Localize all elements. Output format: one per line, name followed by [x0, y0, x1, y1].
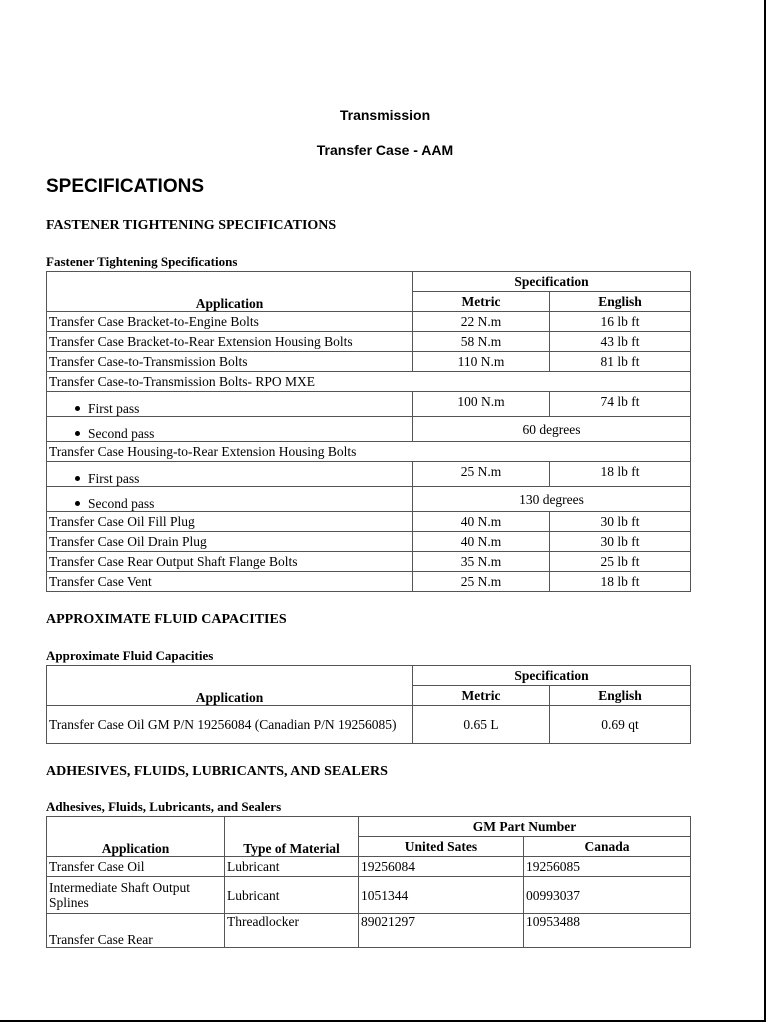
fastener-app-cell [47, 392, 413, 417]
fastener-app-cell: Transfer Case Vent [47, 572, 413, 592]
adhesives-table-caption: Adhesives, Fluids, Lubricants, and Sealers [46, 799, 282, 814]
table-row [47, 332, 691, 352]
fluid-col-metric: Metric [413, 686, 550, 706]
fastener-table [46, 271, 691, 592]
fastener-col-application: Application [47, 272, 413, 312]
adhesive-app-cell: Transfer Case Oil [47, 857, 225, 877]
adhesive-type-cell: Threadlocker [225, 914, 359, 948]
table-row [47, 392, 691, 417]
fastener-table-body [47, 312, 691, 592]
fastener-english-cell: 18 lb ft [550, 462, 691, 487]
fastener-app-cell: Transfer Case Bracket-to-Rear Extension Housing Bolts [47, 332, 413, 352]
fastener-table-caption: Fastener Tightening Specifications [46, 254, 238, 269]
fastener-app-cell: Transfer Case Rear Output Shaft Flange Bolts [47, 552, 413, 572]
fastener-app-label: First pass [88, 471, 140, 486]
fastener-metric-cell: 40 N.m [413, 532, 550, 552]
table-row [47, 572, 691, 592]
fastener-metric-cell: 35 N.m [413, 552, 550, 572]
document-title: Transmission [339, 107, 431, 123]
adhesive-canada-cell: 19256085 [524, 857, 691, 877]
table-row [47, 487, 691, 512]
fastener-section-heading: FASTENER TIGHTENING SPECIFICATIONS [46, 218, 337, 233]
bullet-icon [75, 501, 80, 506]
adhesive-app-cell: Transfer Case Rear [47, 914, 225, 948]
fluid-col-specification: Specification [413, 666, 691, 686]
adhesive-us-cell: 1051344 [359, 877, 524, 914]
fluid-section-heading: APPROXIMATE FLUID CAPACITIES [46, 612, 287, 627]
adhesive-us-cell: 19256084 [359, 857, 524, 877]
fluid-table [46, 665, 691, 744]
fastener-english-cell: 18 lb ft [550, 572, 691, 592]
table-row [47, 877, 691, 914]
fluid-col-application: Application [47, 666, 413, 706]
fastener-english-cell: 25 lb ft [550, 552, 691, 572]
table-row [47, 914, 691, 948]
document-subtitle: Transfer Case - AAM [316, 142, 454, 158]
fluid-english-cell: 0.69 qt [550, 706, 691, 744]
fastener-app-cell [47, 462, 413, 487]
fastener-metric-cell: 25 N.m [413, 462, 550, 487]
table-row [47, 442, 691, 462]
table-row [47, 857, 691, 877]
fastener-angle-cell: 130 degrees [413, 487, 691, 512]
fastener-app-label: Second pass [88, 426, 155, 441]
bullet-icon [75, 406, 80, 411]
table-row [47, 312, 691, 332]
fastener-metric-cell: 22 N.m [413, 312, 550, 332]
adhesives-col-canada: Canada [524, 837, 691, 857]
fastener-app-cell [47, 487, 413, 512]
fluid-app-cell: Transfer Case Oil GM P/N 19256084 (Canadian P/N 19256085) [47, 706, 413, 744]
fastener-app-cell: Transfer Case-to-Transmission Bolts [47, 352, 413, 372]
bullet-icon [75, 476, 80, 481]
fastener-english-cell: 30 lb ft [550, 532, 691, 552]
table-row [47, 372, 691, 392]
fastener-english-cell: 43 lb ft [550, 332, 691, 352]
adhesives-table [46, 816, 691, 948]
table-row [47, 532, 691, 552]
adhesive-canada-cell: 00993037 [524, 877, 691, 914]
fastener-group-heading: Transfer Case-to-Transmission Bolts- RPO MXE [47, 372, 691, 392]
adhesives-col-application: Application [47, 817, 225, 857]
fastener-app-cell [47, 417, 413, 442]
adhesives-section-heading: ADHESIVES, FLUIDS, LUBRICANTS, AND SEALERS [46, 764, 388, 779]
fastener-metric-cell: 40 N.m [413, 512, 550, 532]
fastener-english-cell: 30 lb ft [550, 512, 691, 532]
table-row [47, 462, 691, 487]
adhesive-app-cell: Intermediate Shaft Output Splines [47, 877, 225, 914]
adhesive-us-cell: 89021297 [359, 914, 524, 948]
fastener-col-english: English [550, 292, 691, 312]
fastener-app-label: Second pass [88, 496, 155, 511]
fastener-english-cell: 16 lb ft [550, 312, 691, 332]
fastener-app-cell: Transfer Case Oil Drain Plug [47, 532, 413, 552]
adhesive-canada-cell: 10953488 [524, 914, 691, 948]
adhesives-col-gm: GM Part Number [359, 817, 691, 837]
fastener-metric-cell: 100 N.m [413, 392, 550, 417]
fluid-col-english: English [550, 686, 691, 706]
page-title: SPECIFICATIONS [46, 176, 204, 197]
fluid-metric-cell: 0.65 L [413, 706, 550, 744]
fluid-table-caption: Approximate Fluid Capacities [46, 648, 214, 663]
fastener-col-metric: Metric [413, 292, 550, 312]
fastener-metric-cell: 25 N.m [413, 572, 550, 592]
fastener-app-label: First pass [88, 401, 140, 416]
table-row [47, 512, 691, 532]
fastener-group-heading: Transfer Case Housing-to-Rear Extension Housing Bolts [47, 442, 691, 462]
table-row [47, 352, 691, 372]
bullet-icon [75, 431, 80, 436]
adhesives-col-us: United Sates [359, 837, 524, 857]
table-row [47, 552, 691, 572]
table-row [47, 417, 691, 442]
fastener-metric-cell: 58 N.m [413, 332, 550, 352]
fastener-app-cell: Transfer Case Oil Fill Plug [47, 512, 413, 532]
fastener-metric-cell: 110 N.m [413, 352, 550, 372]
fastener-english-cell: 81 lb ft [550, 352, 691, 372]
fastener-app-cell: Transfer Case Bracket-to-Engine Bolts [47, 312, 413, 332]
table-row [47, 706, 691, 744]
fastener-english-cell: 74 lb ft [550, 392, 691, 417]
fastener-col-specification: Specification [413, 272, 691, 292]
adhesives-col-type: Type of Material [225, 817, 359, 857]
adhesive-type-cell: Lubricant [225, 857, 359, 877]
fastener-angle-cell: 60 degrees [413, 417, 691, 442]
adhesive-type-cell: Lubricant [225, 877, 359, 914]
